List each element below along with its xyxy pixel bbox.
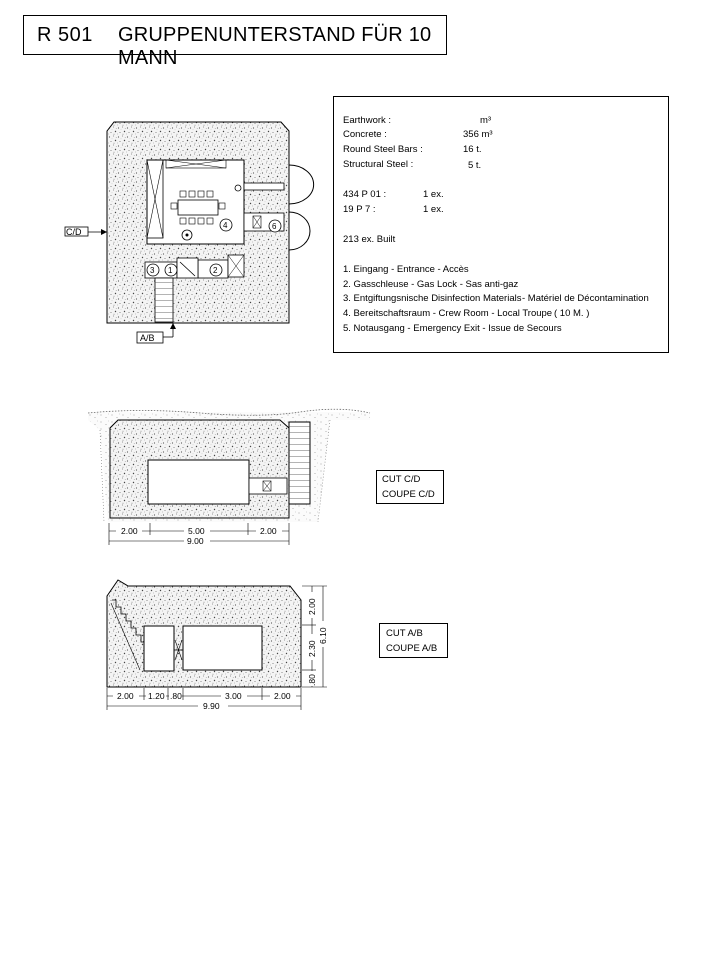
equipment-2-value: 1 ex. [423,204,444,215]
room-number-2: 2 [213,266,218,275]
dim-ab-vertical-b: 2.30 [307,640,317,657]
structural-steel-value: 5 t. [468,160,482,171]
cut-ab-line2: COUPE A/B [386,643,438,654]
plan-section-cd-label: C/D [66,227,82,237]
structural-steel-label: Structural Steel : [343,159,414,170]
earthwork-value: m³ [480,115,492,126]
equipment-2-label: 19 P 7 : [343,204,376,215]
legend-item-3-extra: - Matériel de Décontamination [522,293,649,304]
dim-ab-vertical-total: 6.10 [318,627,328,644]
dim-ab-c: .80 [170,691,182,701]
bunker-code: R 501 [37,24,93,46]
cut-cd-line1: CUT C/D [382,474,421,485]
dim-ab-total: 9.90 [203,701,220,711]
concrete-value: 356 m³ [463,129,493,140]
legend-item-2: 2. Gasschleuse - Gas Lock - Sas anti-gaz [343,279,519,290]
dim-cd-c: 2.00 [260,526,277,536]
equipment-1-value: 1 ex. [423,189,444,200]
legend-item-5: 5. Notausgang - Emergency Exit - Issue de Secours [343,323,562,334]
legend-item-1: 1. Eingang - Entrance - Accès [343,264,469,275]
legend-item-3: 3. Entgiftungsnische Disinfection Materials [343,293,522,304]
dim-ab-b: 1.20 [148,691,165,701]
legend-item-4: 4. Bereitschaftsraum - Crew Room - Local Troupe [343,308,553,319]
dim-cd-a: 2.00 [121,526,138,536]
legend-item-4-extra: ( 10 M. ) [554,308,590,319]
floor-plan [65,122,314,343]
built-count: 213 ex. Built [343,234,396,245]
room-number-3: 3 [150,266,155,275]
dim-cd-b: 5.00 [188,526,205,536]
steel-bars-label: Round Steel Bars : [343,144,423,155]
dim-ab-a: 2.00 [117,691,134,701]
dim-ab-vertical-c: .80 [307,674,317,686]
dim-ab-d: 3.00 [225,691,242,701]
dim-ab-vertical-a: 2.00 [307,598,317,615]
plan-section-ab-label: A/B [140,333,155,343]
cut-cd-line2: COUPE C/D [382,489,435,500]
steel-bars-value: 16 t. [463,144,482,155]
section-ab-drawing [107,580,328,711]
equipment-1-label: 434 P 01 : [343,189,387,200]
dim-cd-total: 9.00 [187,536,204,546]
concrete-label: Concrete : [343,129,387,140]
earthwork-label: Earthwork : [343,115,392,126]
bunker-title: GRUPPENUNTERSTAND FÜR 10 MANN [118,24,432,69]
cut-ab-line1: CUT A/B [386,628,423,639]
room-number-6: 6 [272,222,277,231]
room-number-1: 1 [168,266,173,275]
dim-ab-e: 2.00 [274,691,291,701]
room-number-4: 4 [223,221,228,230]
